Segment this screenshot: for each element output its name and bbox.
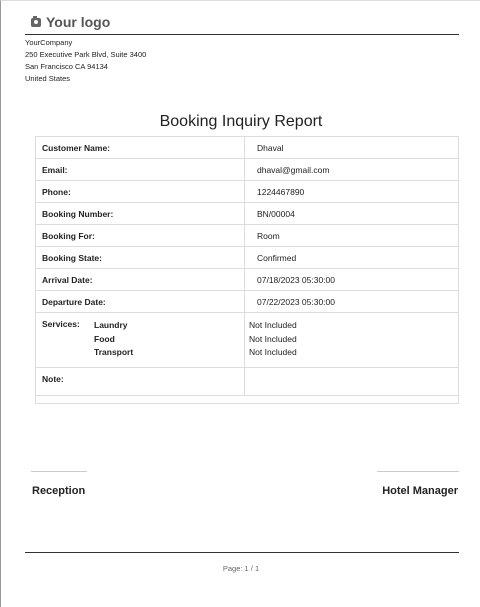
service-name: Food bbox=[94, 333, 115, 344]
row-label: Customer Name: bbox=[36, 137, 245, 159]
row-label: Phone: bbox=[36, 181, 245, 203]
company-name: YourCompany bbox=[25, 38, 73, 47]
row-label: Booking State: bbox=[36, 247, 245, 269]
reception-signature: Reception bbox=[32, 485, 86, 497]
row-label: Departure Date: bbox=[36, 291, 245, 313]
service-name: Transport bbox=[94, 347, 134, 357]
table-row bbox=[36, 203, 459, 225]
note-label: Note: bbox=[36, 368, 245, 396]
company-logo bbox=[31, 14, 110, 30]
table-row bbox=[36, 159, 459, 181]
services-value-cell bbox=[245, 313, 459, 368]
row-label: Booking For: bbox=[36, 225, 245, 247]
booking-details-table bbox=[35, 136, 459, 404]
manager-signature-line bbox=[377, 471, 459, 472]
page-number: Page: 1 / 1 bbox=[222, 564, 260, 573]
table-row bbox=[36, 247, 459, 269]
manager-signature: Hotel Manager bbox=[382, 485, 458, 497]
service-status: Not Included bbox=[249, 320, 297, 330]
company-street: 250 Executive Park Blvd, Suite 3400 bbox=[25, 50, 147, 59]
logo-text: Your logo bbox=[46, 14, 111, 30]
table-row bbox=[36, 137, 459, 159]
service-status: Not Included bbox=[249, 333, 297, 344]
row-value: 1224467890 bbox=[245, 181, 459, 203]
row-value: 07/18/2023 05:30:00 bbox=[245, 269, 459, 291]
report-title: Booking Inquiry Report bbox=[159, 113, 323, 130]
row-value: dhaval@gmail.com bbox=[245, 159, 459, 181]
services-row bbox=[36, 313, 459, 368]
note-row bbox=[36, 368, 459, 396]
table-row bbox=[36, 269, 459, 291]
header-divider bbox=[25, 34, 459, 35]
service-name: Laundry bbox=[94, 320, 128, 330]
services-label-cell bbox=[36, 313, 245, 368]
service-status: Not Included bbox=[249, 347, 297, 357]
footer-divider bbox=[25, 552, 459, 553]
row-label: Email: bbox=[36, 159, 245, 181]
reception-signature-line bbox=[31, 471, 87, 472]
row-value: BN/00004 bbox=[245, 203, 459, 225]
table-row bbox=[36, 225, 459, 247]
camera-icon bbox=[31, 18, 41, 27]
row-value: Confirmed bbox=[245, 247, 459, 269]
note-value bbox=[245, 368, 459, 396]
table-spacer-row bbox=[36, 396, 459, 404]
company-city: San Francisco CA 94134 bbox=[25, 62, 108, 71]
row-value: 07/22/2023 05:30:00 bbox=[245, 291, 459, 313]
row-label: Arrival Date: bbox=[36, 269, 245, 291]
row-label: Booking Number: bbox=[36, 203, 245, 225]
services-label: Services: bbox=[42, 319, 80, 329]
table-row bbox=[36, 291, 459, 313]
company-country: United States bbox=[25, 74, 71, 83]
row-value: Dhaval bbox=[245, 137, 459, 159]
company-address bbox=[25, 37, 146, 85]
table-row bbox=[36, 181, 459, 203]
row-value: Room bbox=[245, 225, 459, 247]
